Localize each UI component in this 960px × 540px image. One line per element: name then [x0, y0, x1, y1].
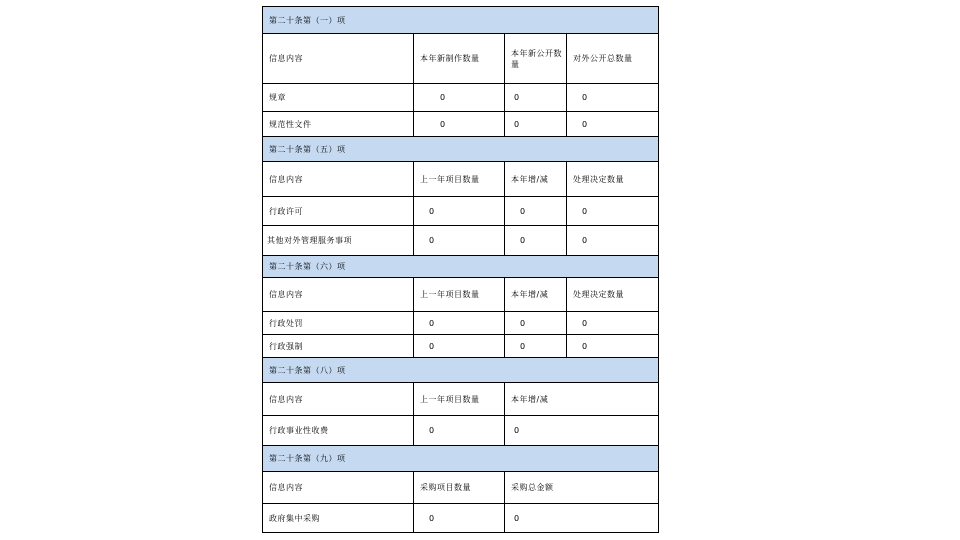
table-row — [263, 312, 659, 335]
row-label: 规范性文件 — [263, 112, 414, 137]
header-cell: 上一年项目数量 — [414, 383, 505, 416]
row-value: 0 — [505, 312, 567, 335]
header-cell: 信息内容 — [263, 162, 414, 197]
column-header-row — [263, 162, 659, 197]
table-row — [263, 335, 659, 358]
section-header-row — [263, 358, 659, 383]
header-cell: 信息内容 — [263, 34, 414, 84]
row-value: 0 — [505, 504, 659, 533]
row-value: 0 — [414, 335, 505, 358]
section-title: 第二十条第（六）项 — [263, 256, 659, 278]
header-cell: 上一年项目数量 — [414, 278, 505, 312]
header-cell: 本年新公开数量 — [505, 34, 567, 84]
disclosure-table — [262, 6, 659, 533]
header-cell: 本年新制作数量 — [414, 34, 505, 84]
row-value: 0 — [567, 84, 659, 112]
row-value: 0 — [414, 84, 505, 112]
row-label: 政府集中采购 — [263, 504, 414, 533]
header-cell: 处理决定数量 — [567, 278, 659, 312]
row-label: 行政处罚 — [263, 312, 414, 335]
row-label: 行政事业性收费 — [263, 416, 414, 446]
section-title: 第二十条第（八）项 — [263, 358, 659, 383]
row-value: 0 — [567, 312, 659, 335]
row-value: 0 — [505, 197, 567, 226]
row-label: 其他对外管理服务事项 — [263, 226, 414, 256]
section-header-row — [263, 446, 659, 472]
column-header-row — [263, 472, 659, 504]
table-row — [263, 226, 659, 256]
header-cell: 对外公开总数量 — [567, 34, 659, 84]
column-header-row — [263, 383, 659, 416]
row-value: 0 — [505, 226, 567, 256]
row-value: 0 — [414, 112, 505, 137]
column-header-row — [263, 278, 659, 312]
header-cell: 采购项目数量 — [414, 472, 505, 504]
section-header-row — [263, 7, 659, 34]
table-row — [263, 416, 659, 446]
row-value: 0 — [505, 84, 567, 112]
row-value: 0 — [414, 312, 505, 335]
header-cell: 采购总金额 — [505, 472, 659, 504]
header-cell: 信息内容 — [263, 383, 414, 416]
section-header-row — [263, 256, 659, 278]
row-value: 0 — [505, 112, 567, 137]
header-cell: 本年增/减 — [505, 383, 659, 416]
row-value: 0 — [505, 416, 659, 446]
header-cell: 本年增/减 — [505, 278, 567, 312]
section-header-row — [263, 137, 659, 162]
section-title: 第二十条第（九）项 — [263, 446, 659, 472]
table-row — [263, 84, 659, 112]
header-cell: 上一年项目数量 — [414, 162, 505, 197]
row-value: 0 — [414, 197, 505, 226]
row-value: 0 — [567, 197, 659, 226]
row-value: 0 — [567, 335, 659, 358]
row-label: 规章 — [263, 84, 414, 112]
header-cell: 本年增/减 — [505, 162, 567, 197]
row-value: 0 — [414, 226, 505, 256]
section-title: 第二十条第（一）项 — [263, 7, 659, 34]
column-header-row — [263, 34, 659, 84]
row-label: 行政强制 — [263, 335, 414, 358]
table-row — [263, 504, 659, 533]
table-row — [263, 197, 659, 226]
header-cell: 处理决定数量 — [567, 162, 659, 197]
row-value: 0 — [505, 335, 567, 358]
row-value: 0 — [567, 226, 659, 256]
section-title: 第二十条第（五）项 — [263, 137, 659, 162]
row-label: 行政许可 — [263, 197, 414, 226]
header-cell: 信息内容 — [263, 472, 414, 504]
table-row — [263, 112, 659, 137]
row-value: 0 — [567, 112, 659, 137]
row-value: 0 — [414, 416, 505, 446]
row-value: 0 — [414, 504, 505, 533]
header-cell: 信息内容 — [263, 278, 414, 312]
